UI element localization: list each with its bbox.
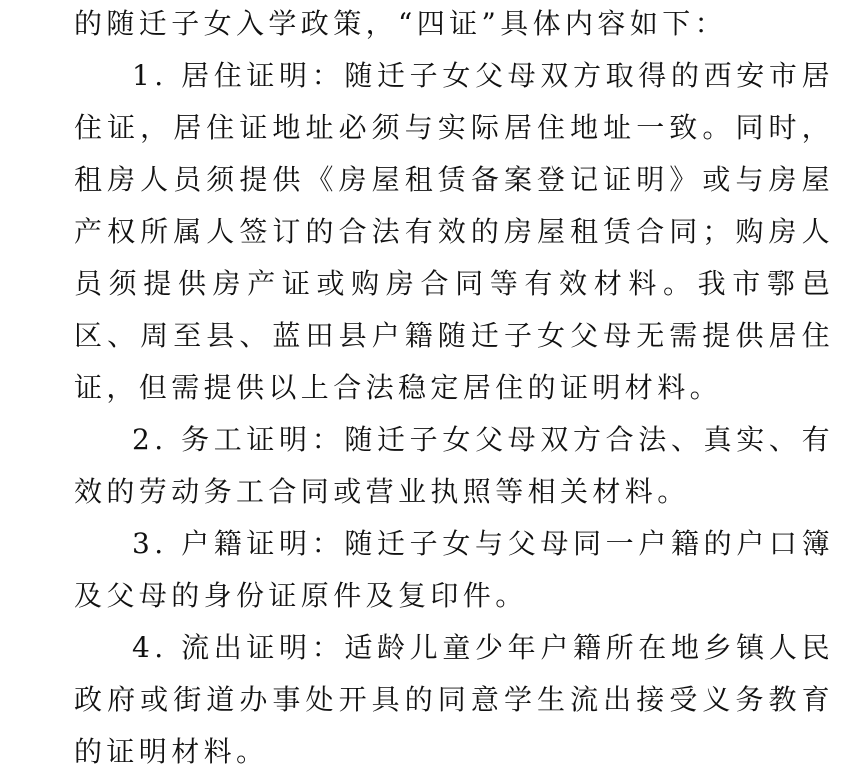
household-registration-paragraph: 3. 户籍证明：随迁子女与父母同一户籍的户口簿及父母的身份证原件及复印件。	[74, 527, 834, 612]
document-page	[74, 0, 834, 778]
outflow-proof-paragraph: 4. 流出证明：适龄儿童少年户籍所在地乡镇人民政府或街道办事处开具的同意学生流出接受义务教育的证明材料。	[74, 631, 834, 768]
intro-paragraph: 的随迁子女入学政策，“四证”具体内容如下：	[74, 7, 728, 40]
employment-proof-paragraph: 2. 务工证明：随迁子女父母双方合法、真实、有效的劳动务工合同或营业执照等相关材料。	[74, 423, 834, 508]
residence-proof-paragraph: 1. 居住证明：随迁子女父母双方取得的西安市居住证，居住证地址必须与实际居住地址一致。同时，租房人员须提供《房屋租赁备案登记证明》或与房屋产权所属人签订的合法有效的房屋租赁合同；购房人员须提供房产证或购房合同等有效材料。我市鄠邑区、周至县、蓝田县户籍随迁子女父母无需提供居住证，但需提供以上合法稳定居住的证明材料。	[74, 59, 834, 404]
